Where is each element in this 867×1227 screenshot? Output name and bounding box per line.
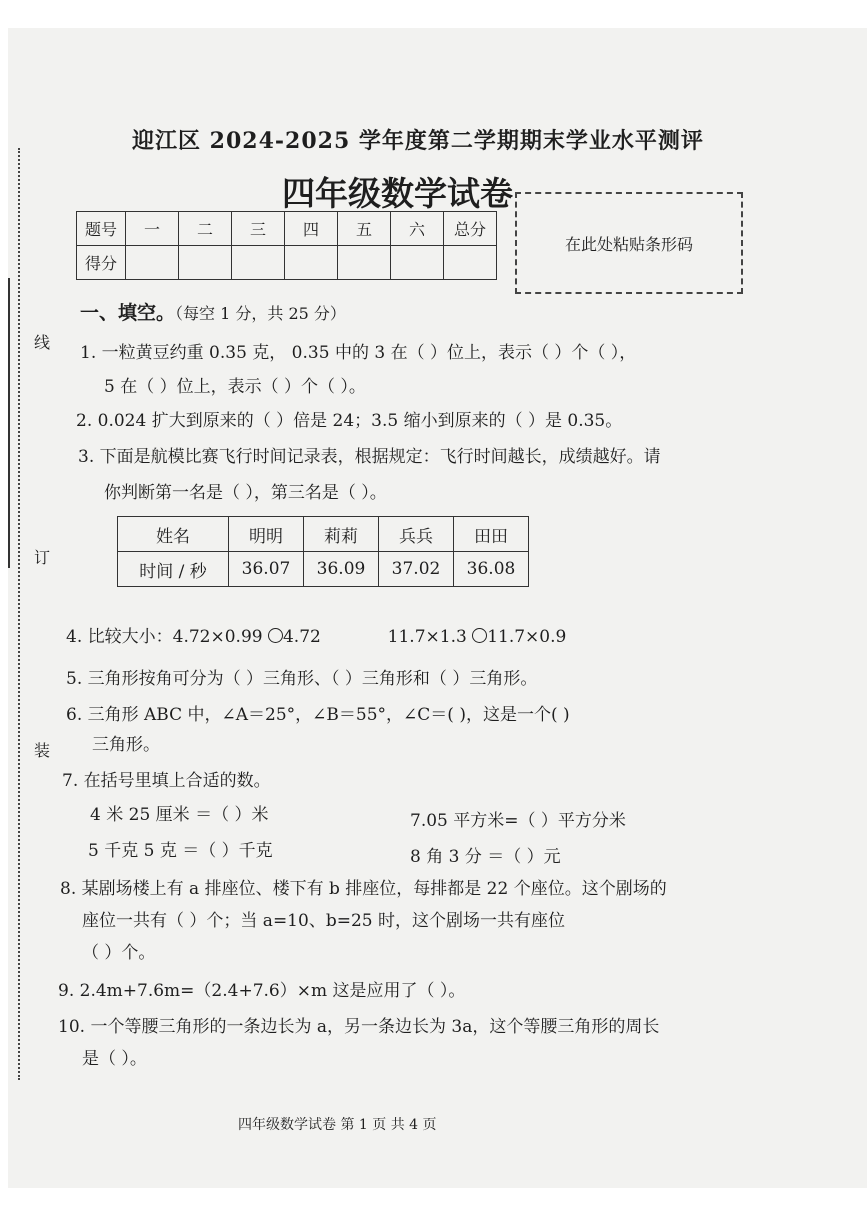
binding-char-bind: 装 <box>34 741 51 760</box>
question-10-line-1: 10. 一个等腰三角形的一条边长为 a，另一条边长为 3a，这个等腰三角形的周长 <box>58 1017 660 1037</box>
question-7: 7. 在括号里填上合适的数。 <box>62 771 271 791</box>
score-blank[interactable] <box>179 246 232 280</box>
page-footer: 四年级数学试卷 第 1 页 共 4 页 <box>238 1117 437 1133</box>
section-title-text: 一、填空。 <box>80 302 176 324</box>
question-1-line-2: 5 在（ ）位上，表示（ ）个（ ）。 <box>104 377 366 397</box>
flight-time-cell: 37.02 <box>379 552 454 587</box>
question-6-line-2: 三角形。 <box>92 735 160 755</box>
flight-row-label: 时间 / 秒 <box>118 552 229 587</box>
barcode-box <box>515 192 743 294</box>
section-title <box>80 298 346 325</box>
score-blank[interactable] <box>391 246 444 280</box>
barcode-note: 在此处粘贴条形码 <box>564 234 693 254</box>
score-cell: 题号 <box>77 212 126 246</box>
question-7-b: 7.05 平方米=（ ）平方分米 <box>410 811 626 831</box>
flight-time-cell: 36.08 <box>454 552 529 587</box>
question-1-line-1: 1. 一粒黄豆约重 0.35 克， 0.35 中的 3 在（ ）位上，表示（ ）个（ ）， <box>80 343 637 363</box>
flight-header-cell: 田田 <box>454 517 529 552</box>
flight-header-cell: 明明 <box>229 517 304 552</box>
flight-table-data-row <box>118 552 529 587</box>
binding-dotted-line <box>18 148 20 1080</box>
compare-circle-icon[interactable] <box>268 628 283 643</box>
score-cell: 总分 <box>444 212 497 246</box>
score-table-header-row <box>77 212 497 246</box>
q4-expr-3: 11.7×1.3 <box>387 627 467 647</box>
question-7-a: 4 米 25 厘米 ＝（ ）米 <box>90 805 269 825</box>
flight-header-cell: 姓名 <box>118 517 229 552</box>
score-row-label: 得分 <box>77 246 126 280</box>
exam-subtitle: 四年级数学试卷 <box>282 174 513 213</box>
score-blank[interactable] <box>338 246 391 280</box>
flight-header-cell: 兵兵 <box>379 517 454 552</box>
flight-table-header-row <box>118 517 529 552</box>
binding-char-line: 线 <box>34 333 51 352</box>
question-5: 5. 三角形按角可分为（ ）三角形、（ ）三角形和（ ）三角形。 <box>66 669 538 689</box>
question-3-line-1: 3. 下面是航模比赛飞行时间记录表，根据规定：飞行时间越长，成绩越好。请 <box>78 447 661 467</box>
question-10-line-2: 是（ ）。 <box>82 1049 147 1069</box>
compare-circle-icon[interactable] <box>472 628 487 643</box>
question-8-line-2: 座位一共有（ ）个；当 a=10、b=25 时，这个剧场一共有座位 <box>82 911 565 931</box>
section-note: （每空 1 分，共 25 分） <box>175 304 346 323</box>
binding-char-staple: 订 <box>34 548 51 567</box>
score-blank[interactable] <box>126 246 179 280</box>
paper-edge-mark <box>8 278 10 568</box>
score-cell: 二 <box>179 212 232 246</box>
score-blank[interactable] <box>444 246 497 280</box>
question-8-line-1: 8. 某剧场楼上有 a 排座位、楼下有 b 排座位，每排都是 22 个座位。这个剧场的 <box>60 879 667 899</box>
question-8-line-3: （ ）个。 <box>82 943 156 963</box>
question-2: 2. 0.024 扩大到原来的（ ）倍是 24；3.5 缩小到原来的（ ）是 0.35。 <box>76 411 623 431</box>
question-4 <box>66 622 566 647</box>
q4-expr-2: 4.72 <box>282 627 321 647</box>
flight-time-cell: 36.07 <box>229 552 304 587</box>
score-table <box>76 211 497 280</box>
score-blank[interactable] <box>232 246 285 280</box>
flight-header-cell: 莉莉 <box>304 517 379 552</box>
flight-time-table <box>117 516 529 587</box>
question-3-line-2: 你判断第一名是（ ），第三名是（ ）。 <box>104 483 387 503</box>
score-blank[interactable] <box>285 246 338 280</box>
question-7-d: 8 角 3 分 ＝（ ）元 <box>410 847 561 867</box>
score-cell: 六 <box>391 212 444 246</box>
score-cell: 四 <box>285 212 338 246</box>
question-7-c: 5 千克 5 克 ＝（ ）千克 <box>88 841 273 861</box>
score-cell: 五 <box>338 212 391 246</box>
q4-expr-4: 11.7×0.9 <box>487 627 567 647</box>
flight-time-cell: 36.09 <box>304 552 379 587</box>
score-cell: 一 <box>126 212 179 246</box>
q4-expr-1: 4. 比较大小：4.72×0.99 <box>66 627 263 647</box>
exam-title: 迎江区 2024-2025 学年度第二学期期末学业水平测评 <box>132 128 704 154</box>
question-9: 9. 2.4m+7.6m=（2.4+7.6）×m 这是应用了（ ）。 <box>58 981 466 1001</box>
question-6-line-1: 6. 三角形 ABC 中，∠A＝25°，∠B＝55°，∠C＝( )，这是一个( ) <box>66 705 570 725</box>
score-cell: 三 <box>232 212 285 246</box>
score-table-score-row <box>77 246 497 280</box>
